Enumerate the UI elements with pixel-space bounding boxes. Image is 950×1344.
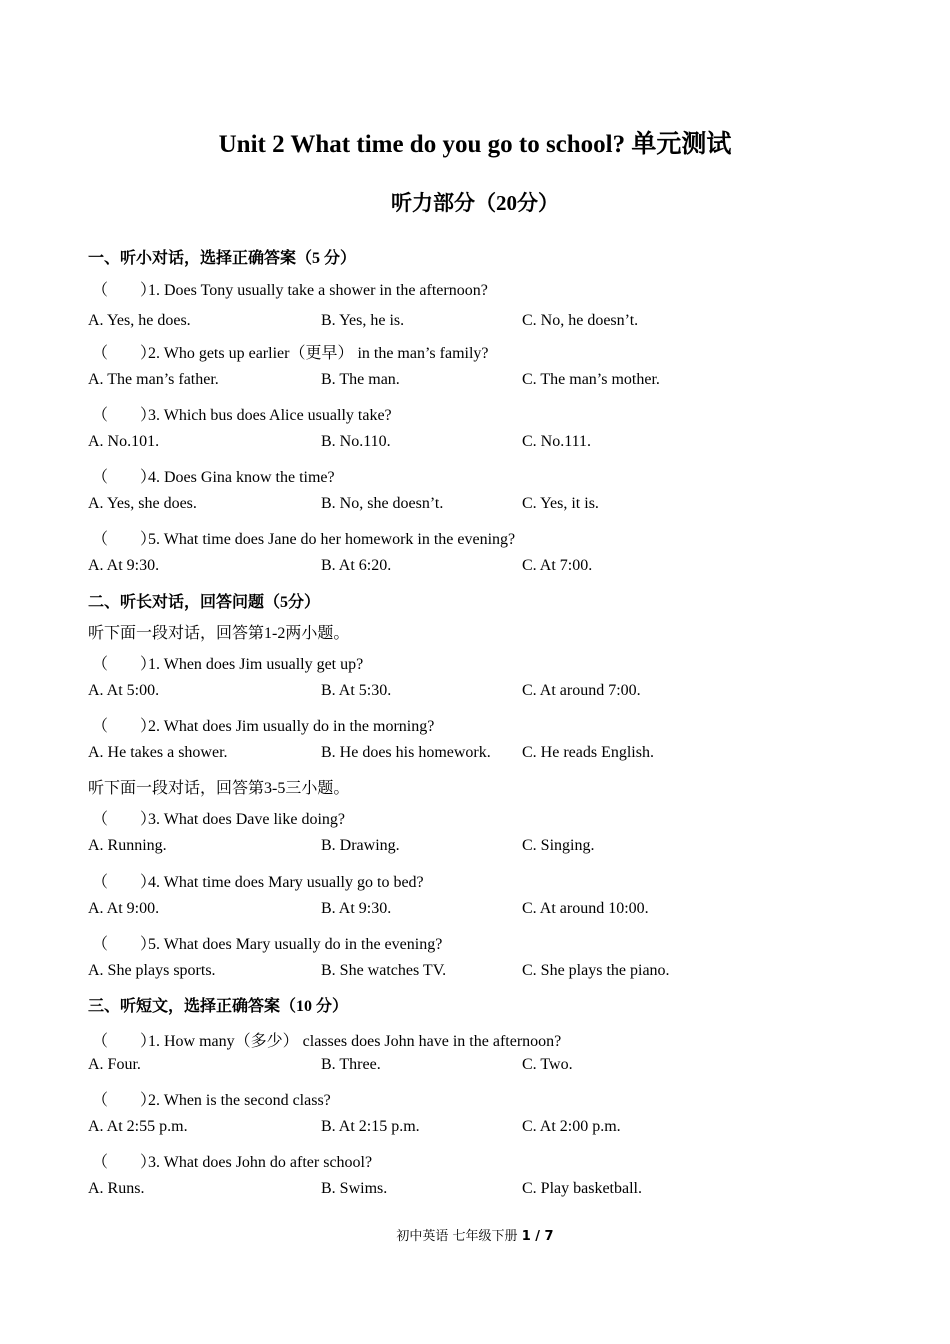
question-text: 1. Does Tony usually take a shower in the afternoon?	[148, 282, 488, 299]
question-2-2	[92, 713, 434, 736]
option-a: A. Yes, he does.	[88, 312, 191, 329]
option-b: B. Three.	[321, 1056, 381, 1073]
option-c: C. Yes, it is.	[522, 495, 599, 512]
option-b: B. Yes, he is.	[321, 312, 405, 329]
question-1-2	[92, 340, 489, 363]
question-text: 4. Does Gina know the time?	[148, 469, 335, 486]
answer-blank[interactable]: （ ）	[92, 345, 157, 362]
question-2-1	[92, 651, 363, 674]
option-c: C. Two.	[522, 1056, 573, 1073]
question-1-5	[92, 526, 515, 549]
option-a: A. He takes a shower.	[88, 744, 228, 761]
option-b: B. At 6:20.	[321, 557, 392, 574]
option-c: C. No.111.	[522, 433, 592, 450]
option-b: B. No, she doesn’t.	[321, 495, 444, 512]
answer-blank[interactable]: （ ）	[92, 531, 157, 548]
question-text: 4. What time does Mary usually go to bed?	[148, 874, 424, 891]
option-a: A. At 9:30.	[88, 557, 160, 574]
answer-blank[interactable]: （ ）	[92, 936, 157, 953]
question-text: 2. Who gets up earlier（更早） in the man’s family?	[148, 345, 489, 362]
document-title: Unit 2 What time do you go to school? 单元测试	[218, 131, 732, 158]
question-2-4	[92, 869, 424, 892]
question-text: 3. What does Dave like doing?	[148, 811, 345, 828]
question-text: 2. When is the second class?	[148, 1092, 331, 1109]
option-b: B. He does his homework.	[321, 744, 491, 761]
answer-blank[interactable]: （ ）	[92, 874, 157, 891]
question-text: 5. What does Mary usually do in the evening?	[148, 936, 443, 953]
option-b: B. The man.	[321, 371, 400, 388]
answer-blank[interactable]: （ ）	[92, 1092, 157, 1109]
section-heading-3: 三、听短文，选择正确答案（10 分）	[88, 998, 349, 1015]
question-3-2	[92, 1087, 331, 1110]
question-text: 2. What does Jim usually do in the morning?	[148, 718, 435, 735]
option-b: B. At 2:15 p.m.	[321, 1118, 420, 1135]
section-part-title: 听力部分（20分）	[391, 191, 559, 215]
question-1-4	[92, 464, 335, 487]
question-2-5	[92, 931, 442, 954]
question-3-3	[92, 1149, 372, 1172]
answer-blank[interactable]: （ ）	[92, 1033, 157, 1050]
instruction-1: 听下面一段对话，回答第1-2两小题。	[88, 625, 350, 642]
question-text: 1. How many（多少） classes does John have in the afternoon?	[148, 1033, 562, 1050]
option-b: B. She watches TV.	[321, 962, 447, 979]
option-c: C. He reads English.	[522, 744, 654, 761]
answer-blank[interactable]: （ ）	[92, 1154, 157, 1171]
option-a: A. At 9:00.	[88, 900, 160, 917]
answer-blank[interactable]: （ ）	[92, 469, 157, 486]
question-1-1	[92, 277, 488, 300]
option-c: C. At around 10:00.	[522, 900, 649, 917]
page-number: 1 / 7	[521, 1229, 554, 1244]
option-b: B. At 9:30.	[321, 900, 392, 917]
option-c: C. Singing.	[522, 837, 595, 854]
question-1-3	[92, 402, 392, 425]
question-3-1	[92, 1028, 561, 1051]
option-c: C. At 2:00 p.m.	[522, 1118, 621, 1135]
option-a: A. At 2:55 p.m.	[88, 1118, 188, 1135]
question-text: 1. When does Jim usually get up?	[148, 656, 364, 673]
option-a: A. At 5:00.	[88, 682, 160, 699]
option-a: A. The man’s father.	[88, 371, 219, 388]
option-c: C. At 7:00.	[522, 557, 593, 574]
section-heading-2: 二、听长对话，回答问题（5分）	[88, 594, 321, 611]
question-text: 3. Which bus does Alice usually take?	[148, 407, 392, 424]
option-c: C. Play basketball.	[522, 1180, 642, 1197]
question-2-3	[92, 806, 345, 829]
question-text: 5. What time does Jane do her homework in the evening?	[148, 531, 516, 548]
page-footer	[0, 1225, 950, 1244]
option-c: C. At around 7:00.	[522, 682, 641, 699]
option-a: A. Running.	[88, 837, 167, 854]
answer-blank[interactable]: （ ）	[92, 407, 157, 424]
answer-blank[interactable]: （ ）	[92, 656, 157, 673]
answer-blank[interactable]: （ ）	[92, 811, 157, 828]
option-b: B. Swims.	[321, 1180, 388, 1197]
option-c: C. The man’s mother.	[522, 371, 660, 388]
question-text: 3. What does John do after school?	[148, 1154, 373, 1171]
option-b: B. At 5:30.	[321, 682, 392, 699]
option-a: A. Yes, she does.	[88, 495, 197, 512]
option-a: A. Runs.	[88, 1180, 145, 1197]
option-c: C. No, he doesn’t.	[522, 312, 639, 329]
option-b: B. Drawing.	[321, 837, 400, 854]
answer-blank[interactable]: （ ）	[92, 282, 157, 299]
option-a: A. No.101.	[88, 433, 160, 450]
option-a: A. She plays sports.	[88, 962, 216, 979]
option-c: C. She plays the piano.	[522, 962, 670, 979]
instruction-2: 听下面一段对话，回答第3-5三小题。	[88, 780, 350, 797]
option-b: B. No.110.	[321, 433, 391, 450]
answer-blank[interactable]: （ ）	[92, 718, 157, 735]
section-heading-1: 一、听小对话，选择正确答案（5 分）	[88, 250, 357, 267]
footer-label: 初中英语 七年级下册	[396, 1229, 518, 1244]
option-a: A. Four.	[88, 1056, 141, 1073]
